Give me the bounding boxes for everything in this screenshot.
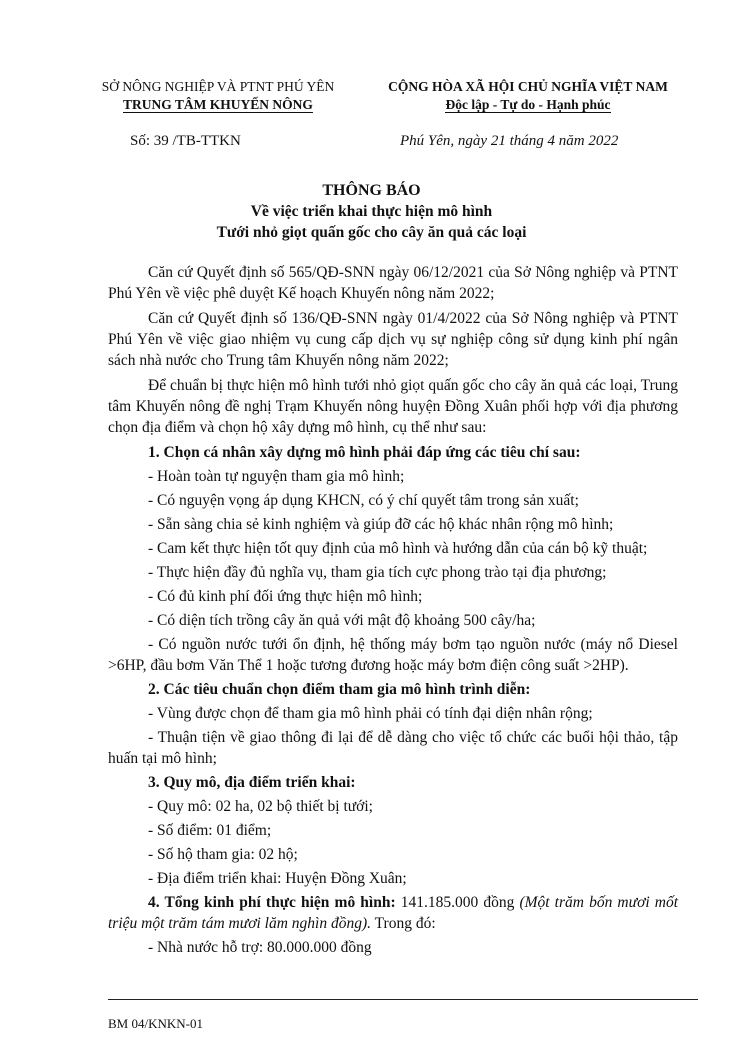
list-item: - Địa điểm triển khai: Huyện Đồng Xuân; — [148, 870, 407, 887]
list-item: - Nhà nước hỗ trợ: 80.000.000 đồng — [148, 939, 372, 956]
list-item: - Số hộ tham gia: 02 hộ; — [148, 846, 298, 863]
list-item: - Sẵn sàng chia sẻ kinh nghiệm và giúp đỡ các hộ khác nhân rộng mô hình; — [148, 516, 614, 533]
list-item: - Thực hiện đầy đủ nghĩa vụ, tham gia tích cực phong trào tại địa phương; — [148, 564, 607, 581]
section-heading: 1. Chọn cá nhân xây dựng mô hình phải đáp ứng các tiêu chí sau: — [148, 444, 581, 461]
list-item: - Vùng được chọn để tham gia mô hình phải có tính đại diện nhân rộng; — [148, 705, 593, 722]
agency-parent: SỞ NÔNG NGHIỆP VÀ PTNT PHÚ YÊN — [101, 79, 335, 94]
list-item: - Số điểm: 01 điểm; — [148, 822, 272, 839]
section-heading: 2. Các tiêu chuẩn chọn điểm tham gia mô hình trình diễn: — [148, 681, 531, 698]
list-item: - Hoàn toàn tự nguyện tham gia mô hình; — [148, 468, 405, 485]
reference-number: Số: 39 /TB-TTKN — [130, 133, 241, 149]
footer-divider — [108, 999, 698, 1000]
budget-tail: Trong đó: — [371, 915, 436, 932]
list-item: - Có nguồn nước tưới ổn định, hệ thống máy bơm tạo nguồn nước (máy nổ Diesel >6HP, đầu bơm Văn Thể 1 hoặc tương đương hoặc máy bơm điện công suất >2HP). — [108, 636, 678, 674]
document-subtitle-2: Tưới nhỏ giọt quấn gốc cho cây ăn quả các loại — [216, 224, 527, 241]
agency-name: TRUNG TÂM KHUYẾN NÔNG — [123, 97, 313, 112]
paragraph: Để chuẩn bị thực hiện mô hình tưới nhỏ giọt quấn gốc cho cây ăn quả các loại, Trung tâm Khuyến nông đề nghị Trạm Khuyến nông huyện Đồng Xuân phối hợp với địa phương chọn địa điểm và chọn hộ xây dựng mô hình, cụ thể như sau: — [108, 377, 678, 436]
paragraph: Căn cứ Quyết định số 565/QĐ-SNN ngày 06/12/2021 của Sở Nông nghiệp và PTNT Phú Yên về việc phê duyệt Kế hoạch Khuyến nông năm 2022; — [108, 264, 678, 302]
section-heading: 4. Tổng kinh phí thực hiện mô hình: — [148, 894, 396, 911]
list-item: - Thuận tiện về giao thông đi lại để dễ dàng cho việc tổ chức các buổi hội thảo, tập huấn tại mô hình; — [108, 729, 678, 767]
budget-paragraph — [108, 892, 678, 934]
form-code: BM 04/KNKN-01 — [108, 1016, 203, 1031]
budget-amount: 141.185.000 đồng — [395, 894, 520, 911]
national-motto — [366, 78, 690, 114]
section-heading: 3. Quy mô, địa điểm triển khai: — [148, 774, 356, 791]
issue-date: Phú Yên, ngày 21 tháng 4 năm 2022 — [400, 133, 619, 149]
list-item: - Cam kết thực hiện tốt quy định của mô hình và hướng dẫn của cán bộ kỹ thuật; — [148, 540, 648, 557]
list-item: - Có diện tích trồng cây ăn quả với mật độ khoảng 500 cây/ha; — [148, 612, 536, 629]
document-title: THÔNG BÁO — [322, 182, 421, 199]
document-body — [108, 262, 678, 961]
country-name: CỘNG HÒA XÃ HỘI CHỦ NGHĨA VIỆT NAM — [388, 79, 668, 94]
list-item: - Quy mô: 02 ha, 02 bộ thiết bị tưới; — [148, 798, 373, 815]
issuing-agency — [80, 78, 356, 114]
budget-amount-words: (Một trăm bốn mươi mốt triệu một trăm tám mươi lăm nghìn đồng). — [108, 894, 679, 932]
list-item: - Có nguyện vọng áp dụng KHCN, có ý chí quyết tâm trong sản xuất; — [148, 492, 579, 509]
document-subtitle-1: Về việc triển khai thực hiện mô hình — [250, 203, 493, 220]
paragraph: Căn cứ Quyết định số 136/QĐ-SNN ngày 01/4/2022 của Sở Nông nghiệp và PTNT Phú Yên về việc giao nhiệm vụ cung cấp dịch vụ sự nghiệp công sử dụng kinh phí ngân sách nhà nước cho Trung tâm Khuyến nông năm 2022; — [108, 310, 678, 369]
motto: Độc lập - Tự do - Hạnh phúc — [445, 97, 611, 112]
list-item: - Có đủ kinh phí đối ứng thực hiện mô hình; — [148, 588, 423, 605]
